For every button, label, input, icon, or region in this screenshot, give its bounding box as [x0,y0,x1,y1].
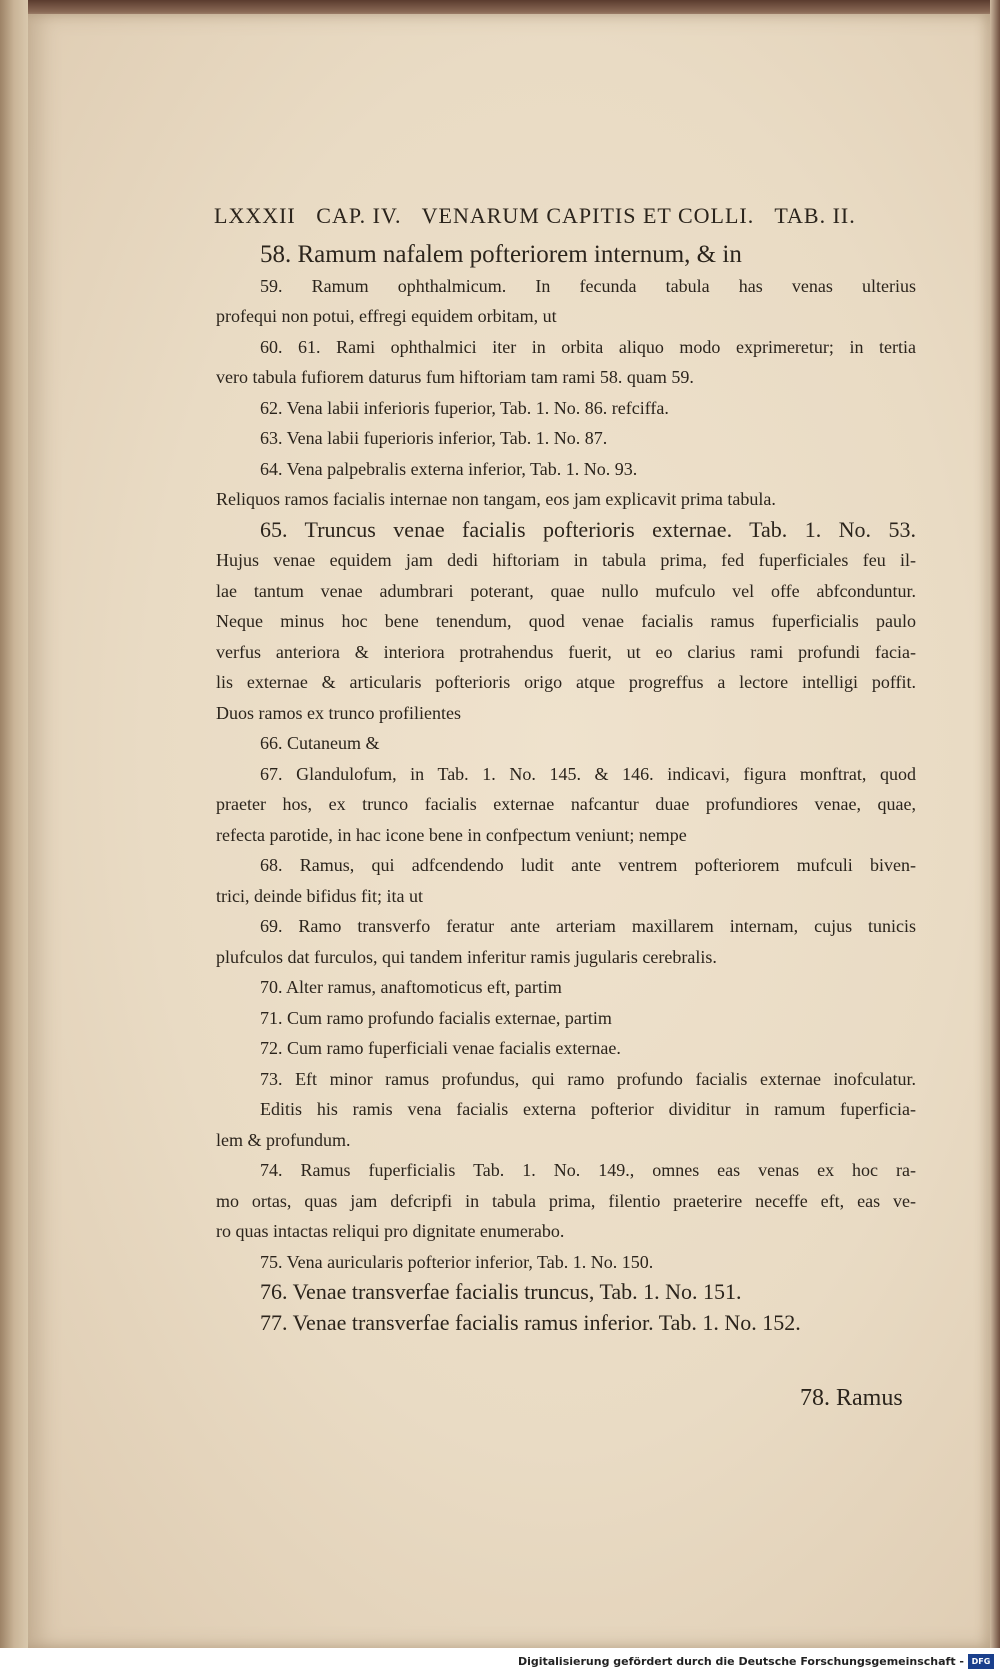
text-line: 77. Venae transverfae facialis ramus inferior. Tab. 1. No. 152. [260,1309,801,1335]
table-label: TAB. II. [774,203,856,228]
text-line: Editis his ramis vena facialis externa pofterior dividitur in ramum fuperficia- [260,1099,916,1119]
text-line: 75. Vena auricularis pofterior inferior, Tab. 1. No. 150. [260,1251,654,1272]
text-line: verfus anteriora & interiora protrahendus fuerit, ut eo clarius rami profundi facia- [216,641,916,662]
text-line: 73. Eft minor ramus profundus, qui ramo profundo facialis externae inofculatur. [260,1068,916,1089]
text-line: 58. Ramum nafalem pofteriorem internum, & in [260,241,742,268]
text-line: 64. Vena palpebralis externa inferior, Tab. 1. No. 93. [260,458,638,479]
chapter-label: CAP. IV. [316,203,402,228]
text-line: 65. Truncus venae facialis pofterioris externae. Tab. 1. No. 53. [260,516,916,542]
text-line: 70. Alter ramus, anaftomoticus eft, partim [260,977,562,997]
catchword: 78. Ramus [800,1385,903,1411]
footer-bar [0,1648,1000,1678]
text-line: ro quas intactas reliqui pro dignitate enumerabo. [216,1221,565,1241]
text-line: 63. Vena labii fuperioris inferior, Tab. 1. No. 87. [260,428,608,448]
text-line: 72. Cum ramo fuperficiali venae facialis externae. [260,1038,621,1058]
text-line: Reliquos ramos facialis internae non tangam, eos jam explicavit prima tabula. [216,489,776,509]
digitization-credit: Digitalisierung gefördert durch die Deutsche Forschungsgemeinschaft - [517,1655,964,1668]
text-line: lae tantum venae adumbrari poterant, quae nullo mufculo vel offe abfconduntur. [216,580,916,601]
text-line: 74. Ramus fuperficialis Tab. 1. No. 149., omnes eas venas ex hoc ra- [260,1160,916,1180]
text-line: 69. Ramo transverfo feratur ante arteriam maxillarem internam, cujus tunicis [260,916,916,936]
running-header [214,203,914,229]
text-line: 59. Ramum ophthalmicum. In fecunda tabula has venas ulterius [260,275,916,296]
body-text [216,240,916,1338]
text-line: 67. Glandulofum, in Tab. 1. No. 145. & 146. indicavi, figura monftrat, quod [260,763,916,784]
text-line: praeter hos, ex trunco facialis externae nafcantur duae profundiores venae, quae, [216,794,916,814]
text-line: 60. 61. Rami ophthalmici iter in orbita aliquo modo exprimeretur; in tertia [260,336,916,357]
text-line: 76. Venae transverfae facialis truncus, Tab. 1. No. 151. [260,1279,742,1304]
text-line: 66. Cutaneum & [260,733,380,753]
dfg-logo: DFG [968,1654,994,1669]
book-fore-edge [990,0,1000,1648]
text-line: mo ortas, quas jam defcripfi in tabula prima, filentio praeterire neceffe eft, eas ve- [216,1190,916,1211]
text-line: Hujus venae equidem jam dedi hiftoriam in tabula prima, fed fuperficiales feu il- [216,550,916,570]
text-line: Duos ramos ex trunco profilientes [216,702,461,723]
text-line: profequi non potui, effregi equidem orbitam, ut [216,306,557,326]
text-line: trici, deinde bifidus fit; ita ut [216,885,423,906]
book-spine-edge [0,0,28,1648]
text-line: 62. Vena labii inferioris fuperior, Tab. 1. No. 86. refciffa. [260,397,669,418]
text-line: lem & profundum. [216,1129,351,1150]
text-line: Neque minus hoc bene tenendum, quod venae facialis ramus fuperficialis paulo [216,611,916,631]
text-line: 68. Ramus, qui adfcendendo ludit ante ventrem pofteriorem mufculi biven- [260,855,916,875]
text-line: 71. Cum ramo profundo facialis externae, partim [260,1007,612,1028]
text-line: plufculos dat furculos, qui tandem inferitur ramis jugularis cerebralis. [216,946,717,967]
header-title: VENARUM CAPITIS ET COLLI. [421,203,755,228]
text-line: lis externae & articularis pofterioris origo atque progreffus a lectore intelligi poffit. [216,672,916,692]
text-line: refecta parotide, in hac icone bene in confpectum veniunt; nempe [216,824,687,845]
page-number: LXXXII [214,203,296,228]
text-line: vero tabula fufiorem daturus fum hiftoriam tam rami 58. quam 59. [216,367,694,387]
